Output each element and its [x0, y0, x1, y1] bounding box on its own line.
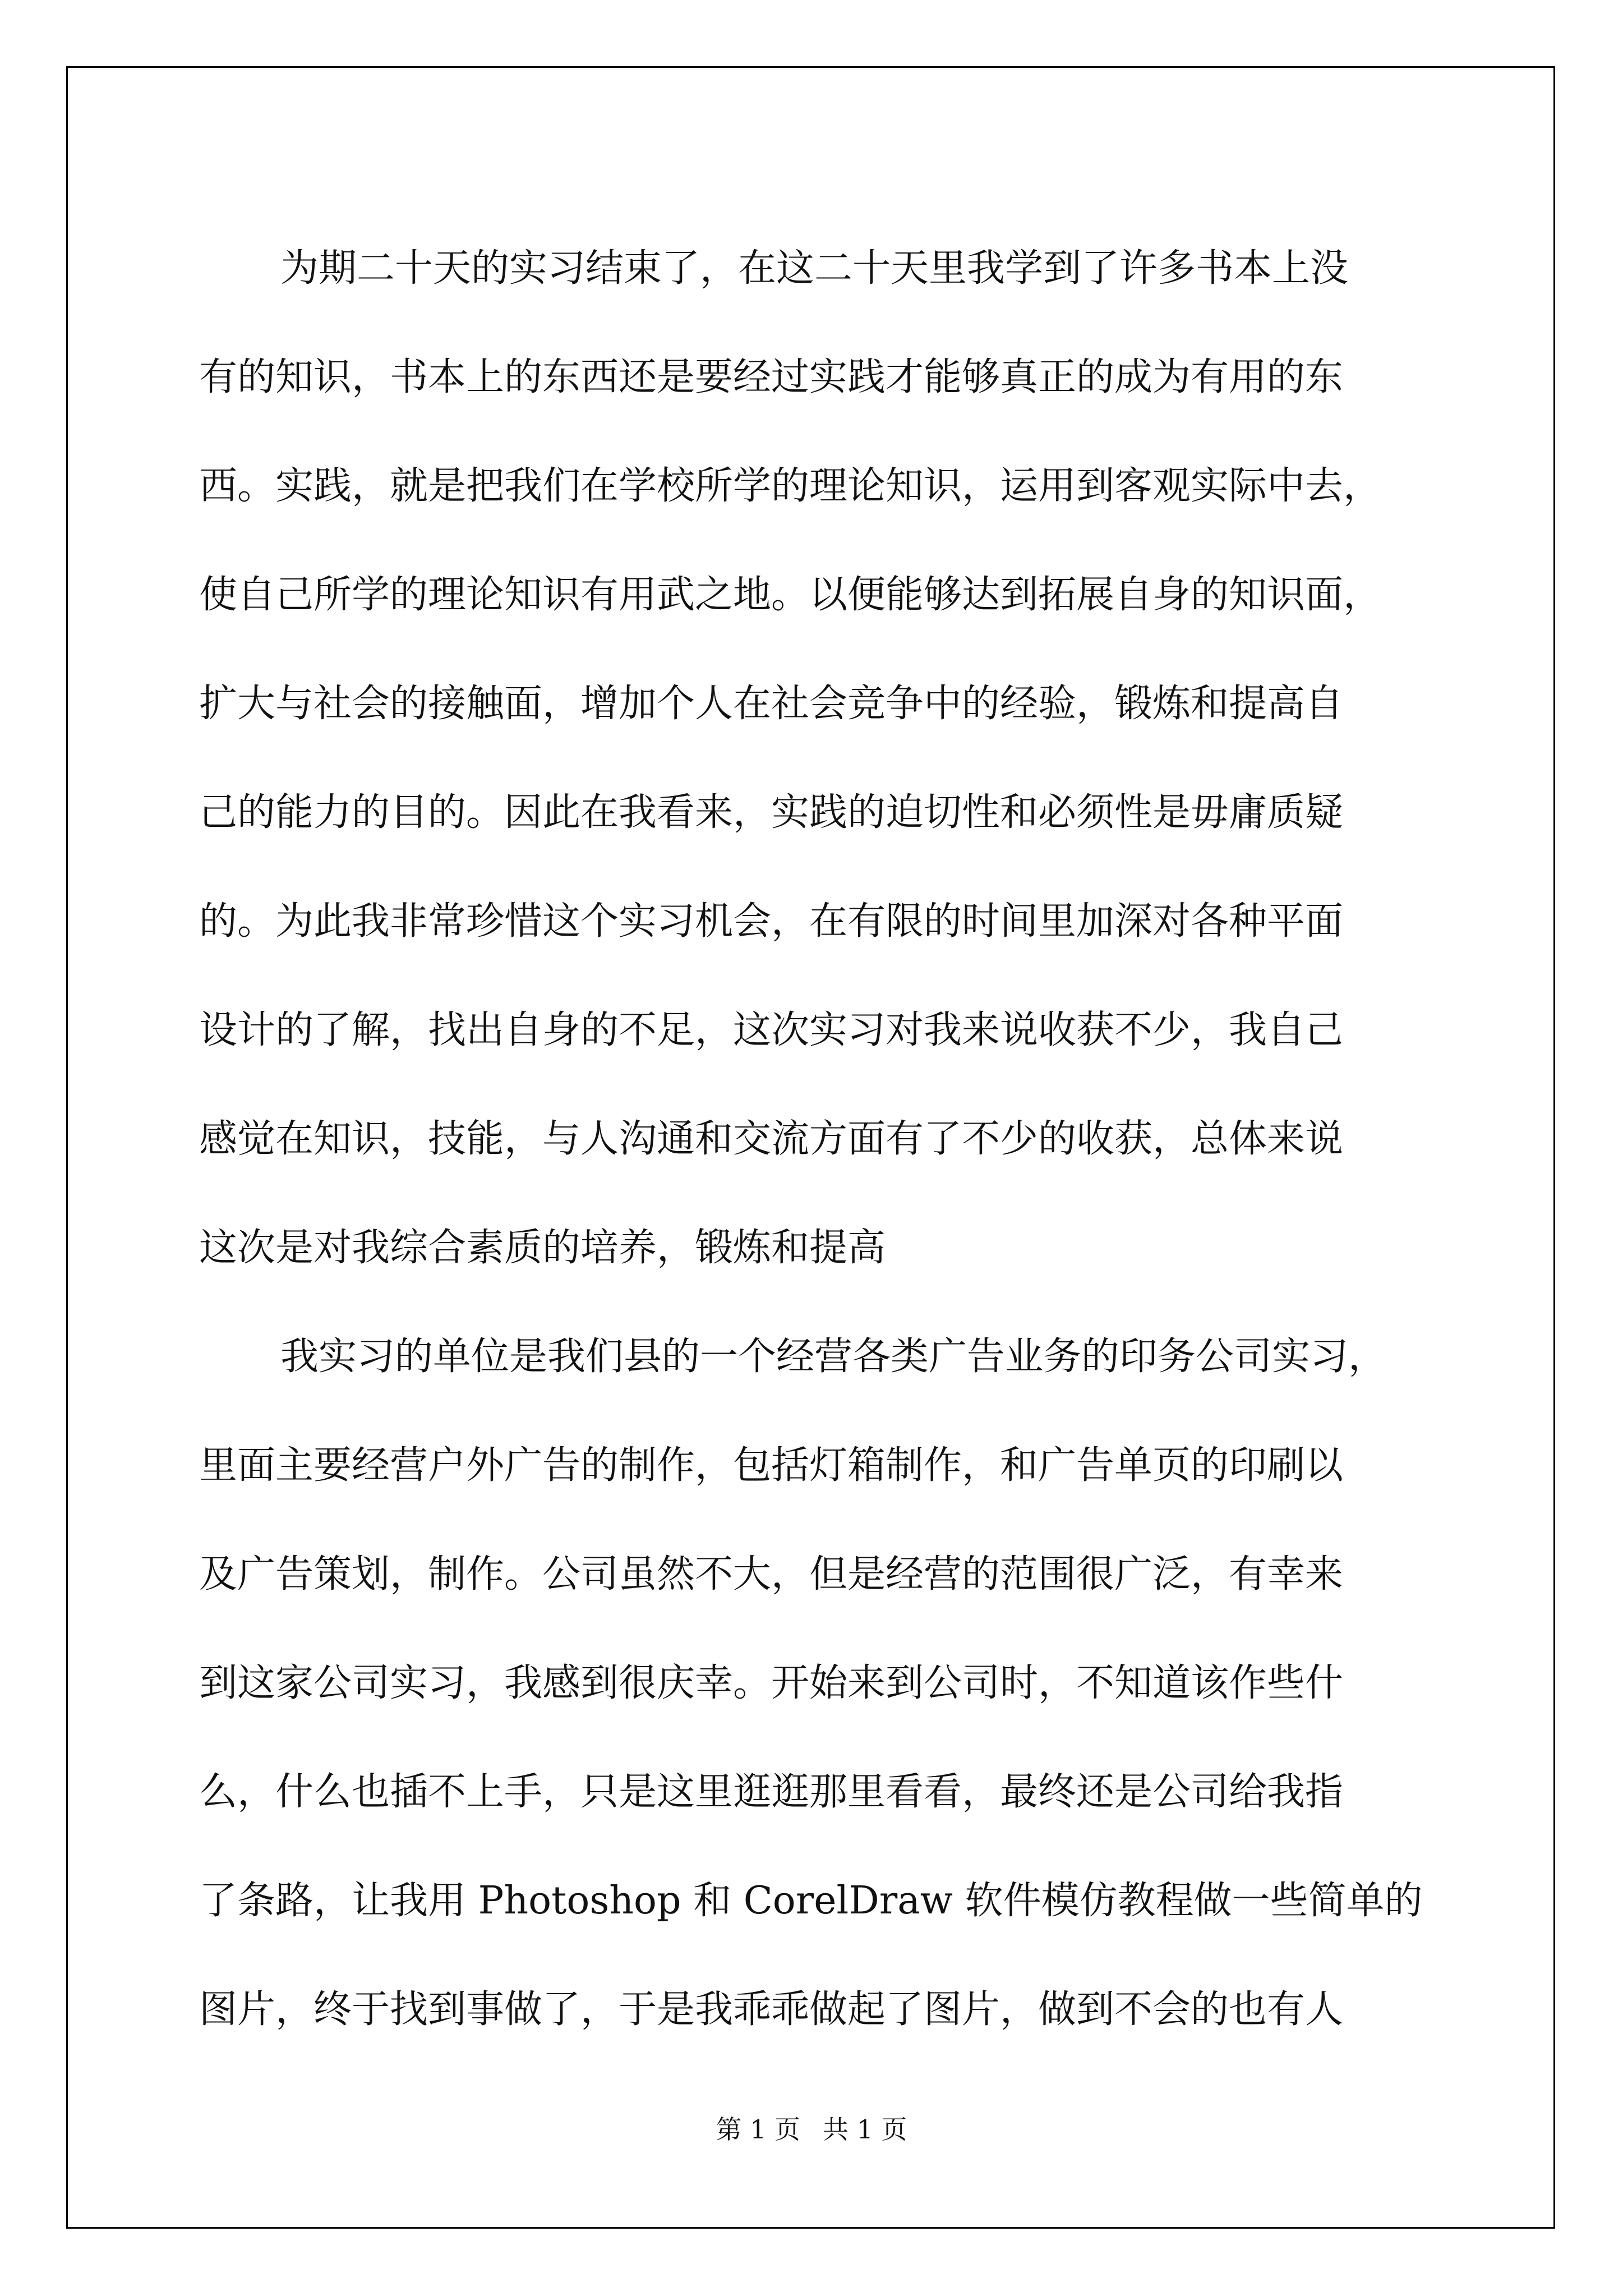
- text-line: 了条路，让我用 Photoshop 和 CorelDraw 软件模仿教程做一些简单的: [199, 1879, 1423, 1923]
- text-line: 有的知识，书本上的东西还是要经过实践才能够真正的成为有用的东: [199, 355, 1344, 399]
- paragraph-2: [199, 1303, 1424, 2064]
- text-line: 及广告策划，制作。公司虽然不大，但是经营的范围很广泛，有幸来: [199, 1552, 1344, 1596]
- text-line: 我实习的单位是我们县的一个经营各类广告业务的印务公司实习，: [280, 1335, 1387, 1379]
- page-footer: [0, 2109, 1623, 2146]
- page-number: 第 1 页: [716, 2114, 800, 2145]
- text-line: 己的能力的目的。因此在我看来，实践的迫切性和必须性是毋庸质疑: [199, 790, 1344, 835]
- text-line: 图片，终于找到事做了，于是我乖乖做起了图片，做到不会的也有人: [199, 1987, 1344, 2032]
- text-line: 感觉在知识，技能，与人沟通和交流方面有了不少的收获，总体来说: [199, 1117, 1344, 1161]
- text-line: 这次是对我综合素质的培养，锻炼和提高: [199, 1226, 886, 1270]
- text-line: 里面主要经营户外广告的制作，包括灯箱制作，和广告单页的印刷以: [199, 1443, 1344, 1488]
- text-line: 的。为此我非常珍惜这个实习机会，在有限的时间里加深对各种平面: [199, 899, 1344, 944]
- document-body: [199, 214, 1424, 2064]
- text-line: 么，什么也插不上手，只是这里逛逛那里看看，最终还是公司给我指: [199, 1770, 1344, 1814]
- page-total: 共 1 页: [823, 2114, 907, 2145]
- text-line: 扩大与社会的接触面，增加个人在社会竞争中的经验，锻炼和提高自: [199, 682, 1344, 726]
- text-line: 西。实践，就是把我们在学校所学的理论知识，运用到客观实际中去，: [199, 464, 1382, 508]
- text-line: 为期二十天的实习结束了，在这二十天里我学到了许多书本上没: [280, 246, 1349, 291]
- text-line: 设计的了解，找出自身的不足，这次实习对我来说收获不少，我自己: [199, 1008, 1344, 1052]
- text-line: 使自己所学的理论知识有用武之地。以便能够达到拓展自身的知识面，: [199, 573, 1382, 617]
- text-line: 到这家公司实习，我感到很庆幸。开始来到公司时，不知道该作些什: [199, 1661, 1344, 1705]
- paragraph-1: [199, 214, 1424, 1303]
